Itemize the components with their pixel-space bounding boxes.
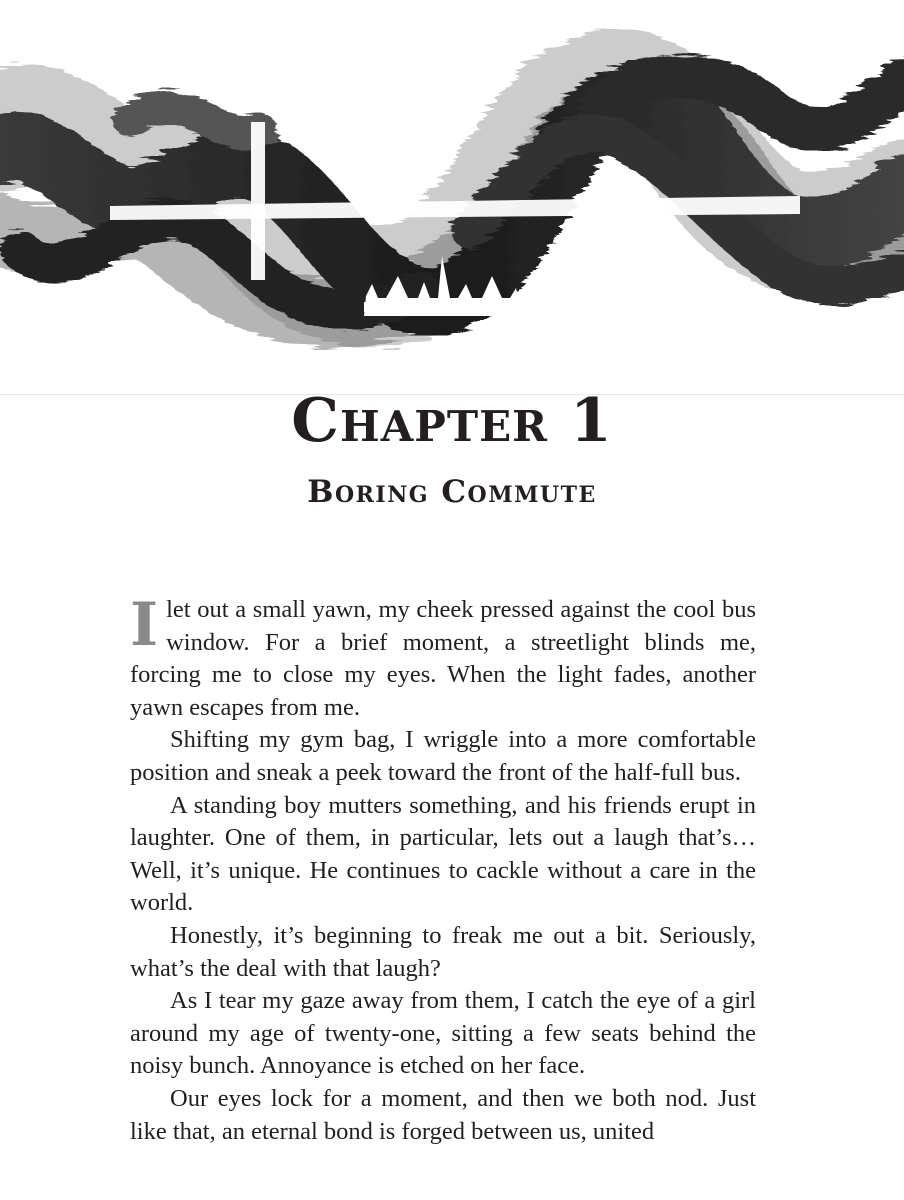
paragraph: Shifting my gym bag, I wriggle into a more comfortable position and sneak a peek toward the front of the half-full bus.: [130, 726, 756, 786]
chapter-body: [130, 590, 756, 1148]
paragraph: Honestly, it’s beginning to freak me out a bit. Seriously, what’s the deal with that laugh?: [130, 921, 756, 982]
chapter-banner-illustration: [0, 0, 904, 395]
paragraph: I let out a small yawn, my cheek pressed against the cool bus window. For a brief moment, a streetlight blinds me, forcing me to close my eyes. When the light fades, another yawn escapes from me.: [130, 590, 756, 721]
chapter-title: Chapter 1: [291, 386, 613, 456]
paragraph: Our eyes lock for a moment, and then we both nod. Just like that, an eternal bond is forged between us, united: [130, 1084, 756, 1145]
chapter-subtitle: Boring Commute: [307, 474, 597, 510]
paragraph: As I tear my gaze away from them, I catch the eye of a girl around my age of twenty-one, sitting a few seats behind the noisy bunch. Annoyance is etched on her face.: [130, 987, 756, 1080]
paragraph: A standing boy mutters something, and his friends erupt in laughter. One of them, in particular, lets out a laugh that’s… Well, it’s unique. He continues to cackle without a care in the world.: [130, 791, 756, 917]
drop-cap: I: [130, 590, 159, 660]
brushstroke-banner-icon: [0, 0, 904, 395]
